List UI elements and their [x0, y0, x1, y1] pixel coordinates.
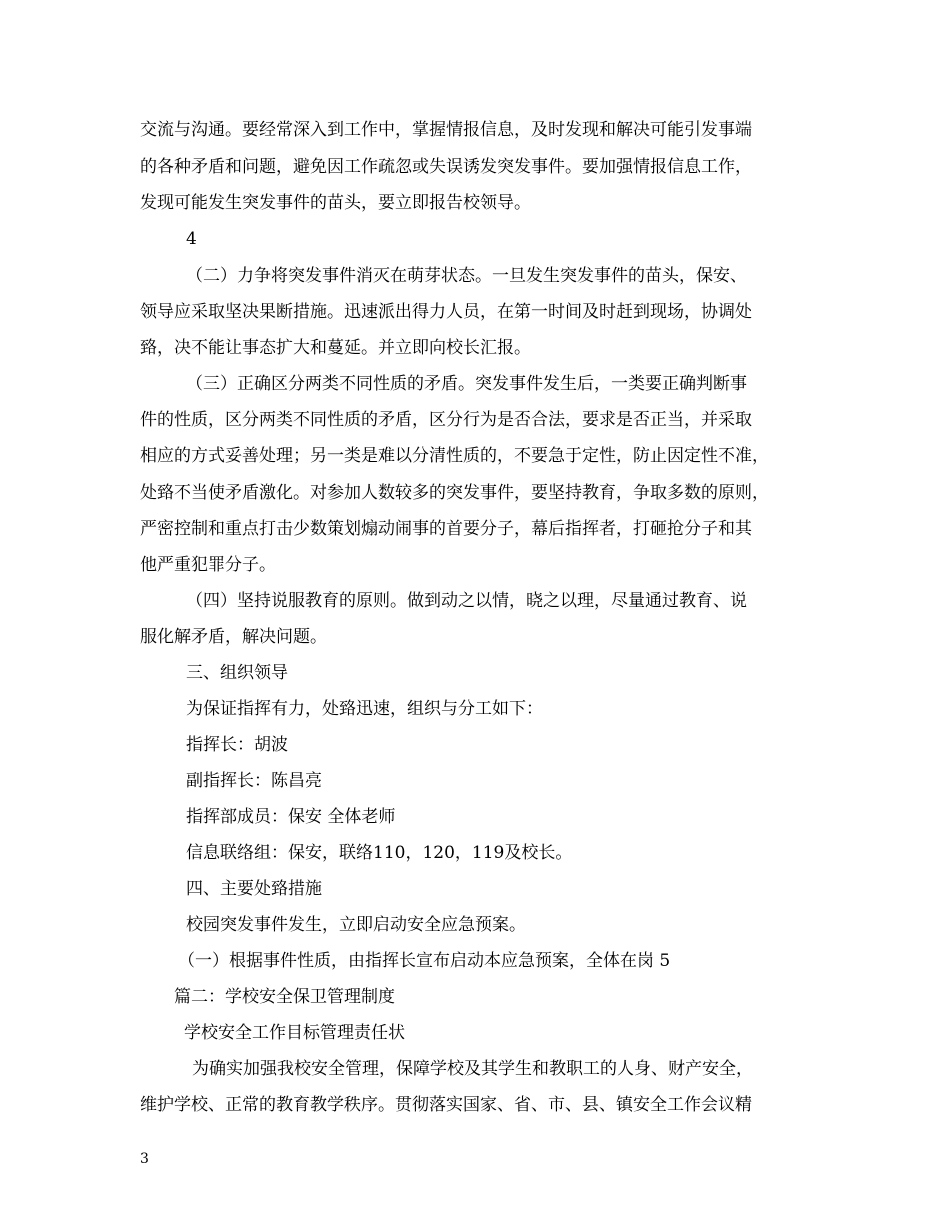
text-line: 指挥长：胡波 [186, 735, 288, 755]
text-line: 指挥部成员：保安 全体老师 [186, 807, 396, 827]
text-line: 信息联络组：保安，联络110，120，119及校长。 [186, 843, 573, 863]
section-heading: 三、组织领导 [186, 663, 288, 683]
text-line: 的各种矛盾和问题，避免因工作疏忽或失误诱发突发事件。要加强情报信息工作， [140, 157, 752, 177]
text-line: （四）坚持说服教育的原则。做到动之以情，晓之以理，尽量通过教育、说 [186, 591, 747, 611]
text-line: 校园突发事件发生，立即启动安全应急预案。 [186, 915, 526, 935]
text-line: 件的性质，区分两类不同性质的矛盾，区分行为是否合法，要求是否正当，并采取 [140, 410, 752, 430]
text-line: 发现可能发生突发事件的苗头，要立即报告校领导。 [140, 193, 531, 213]
document-subtitle: 学校安全工作目标管理责任状 [184, 1023, 405, 1043]
text-line: 为保证指挥有力，处臵迅速，组织与分工如下： [186, 699, 543, 719]
text-line: （一）根据事件性质，由指挥长宣布启动本应急预案，全体在岗 5 [178, 951, 671, 971]
text-line: 他严重犯罪分子。 [140, 555, 276, 575]
text-line: 处臵不当使矛盾激化。对参加人数较多的突发事件，要坚持教育，争取多数的原则， [140, 483, 769, 503]
text-line: 领导应采取坚决果断措施。迅速派出得力人员，在第一时间及时赶到现场，协调处 [140, 302, 752, 322]
text-line: 为确实加强我校安全管理，保障学校及其学生和教职工的人身、财产安全， [192, 1059, 753, 1079]
text-line: 服化解矛盾，解决问题。 [140, 627, 327, 647]
text-line: 相应的方式妥善处理；另一类是难以分清性质的，不要急于定性，防止因定性不准， [140, 446, 769, 466]
text-line: （三）正确区分两类不同性质的矛盾。突发事件发生后，一类要正确判断事 [186, 374, 747, 394]
text-line: 维护学校、正常的教育教学秩序。贯彻落实国家、省、市、县、镇安全工作会议精 [140, 1095, 752, 1115]
text-line: 臵，决不能让事态扩大和蔓延。并立即向校长汇报。 [140, 338, 531, 358]
text-line: 副指挥长：陈昌亮 [186, 771, 322, 791]
document-title: 篇二：学校安全保卫管理制度 [174, 987, 395, 1007]
text-line: （二）力争将突发事件消灭在萌芽状态。一旦发生突发事件的苗头，保安、 [186, 266, 747, 286]
text-line: 严密控制和重点打击少数策划煽动闹事的首要分子，幕后指挥者，打砸抢分子和其 [140, 519, 752, 539]
text-line: 交流与沟通。要经常深入到工作中，掌握情报信息，及时发现和解决可能引发事端 [140, 120, 752, 140]
section-heading: 四、主要处臵措施 [186, 879, 322, 899]
page-number: 3 [140, 1151, 149, 1167]
text-line: 4 [186, 229, 197, 249]
